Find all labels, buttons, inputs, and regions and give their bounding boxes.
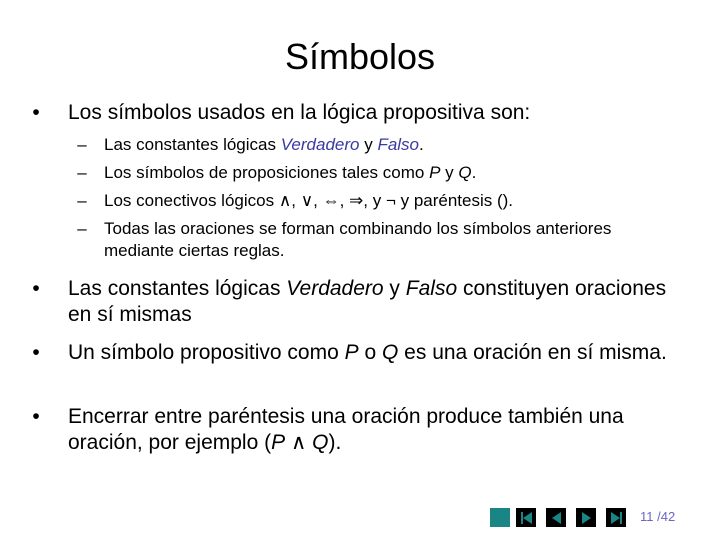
arrow-right-icon xyxy=(611,512,620,524)
page-number xyxy=(640,509,675,524)
dash-marker: – xyxy=(77,219,87,238)
next-slide-button[interactable] xyxy=(576,508,596,527)
dash-marker: – xyxy=(77,163,87,182)
bullet-marker: • xyxy=(32,277,40,300)
home-button[interactable] xyxy=(490,508,510,527)
bullet-marker: • xyxy=(32,405,40,428)
arrow-left-icon xyxy=(523,512,532,524)
page-separator: / xyxy=(657,509,661,524)
previous-slide-button[interactable] xyxy=(546,508,566,527)
bullet-marker: • xyxy=(32,341,40,364)
total-pages: 42 xyxy=(660,509,676,524)
slide-title: Símbolos xyxy=(284,36,436,77)
bullet-symbol-text: Un símbolo propositivo como P o Q es una oración en sí misma. xyxy=(68,341,667,364)
subitem-connectives-text: Los conectivos lógicos ∧, ∨, ⇔, ⇒, y ¬ y paréntesis (). xyxy=(104,191,514,210)
subitem-symbols-text: Los símbolos de proposiciones tales como P y Q. xyxy=(104,163,477,182)
dash-marker: – xyxy=(77,191,87,210)
subitem-constants-text: Las constantes lógicas Verdadero y Falso. xyxy=(104,135,424,154)
current-page: 11 xyxy=(640,509,654,524)
arrow-left-icon xyxy=(552,512,561,524)
first-slide-button[interactable] xyxy=(516,508,536,527)
dash-marker: – xyxy=(77,135,87,154)
bullet-intro-text: Los símbolos usados en la lógica propositiva son: xyxy=(68,101,531,124)
last-slide-button[interactable] xyxy=(606,508,626,527)
bullet-marker: • xyxy=(32,101,40,124)
subitem-sentences-text: Todas las oraciones se forman combinando los símbolos anteriores mediante ciertas reglas. xyxy=(104,219,612,260)
bullet-constants-text: Las constantes lógicas Verdadero y Falso constituyen oraciones en sí mismas xyxy=(68,277,667,326)
bar-icon xyxy=(620,512,622,524)
arrow-right-icon xyxy=(582,512,591,524)
bullet-parentheses-text: Encerrar entre paréntesis una oración produce también una oración, por ejemplo (P ∧ Q). xyxy=(68,405,624,454)
